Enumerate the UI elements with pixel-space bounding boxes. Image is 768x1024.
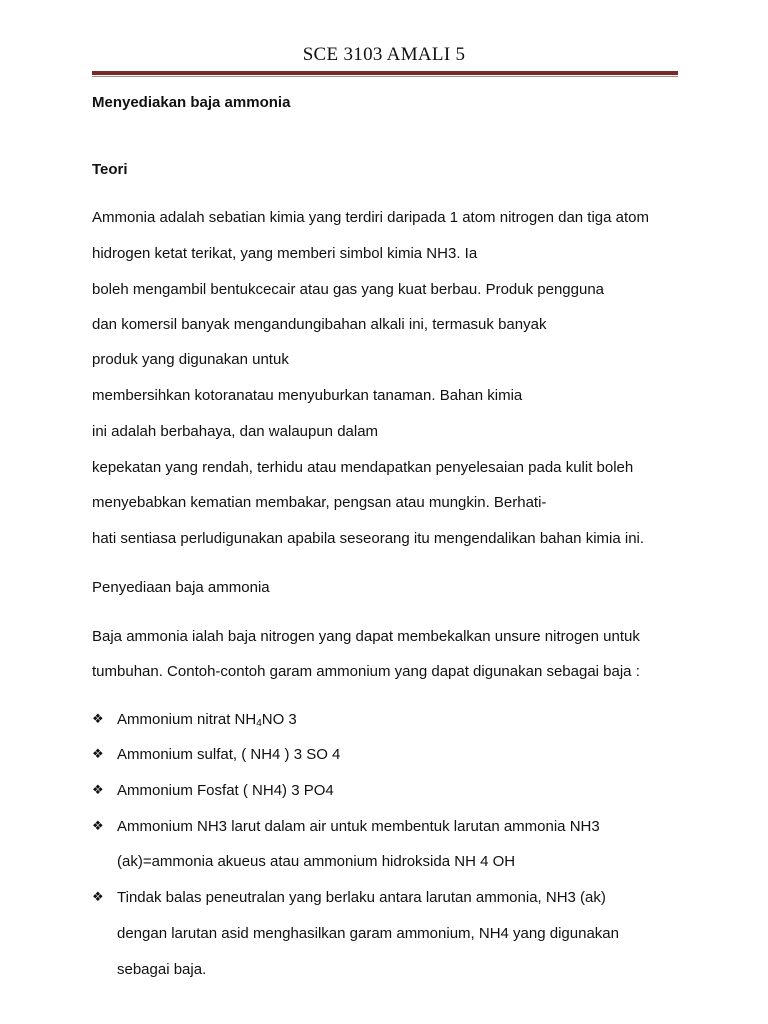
list-item-text: Ammonium nitrat $NH_4NO$ 3 (117, 711, 297, 729)
diamond-bullet-icon: ❖ (92, 783, 104, 798)
list-item-text: Ammonium sulfat, ( NH4 ) 3 SO 4 (117, 746, 341, 763)
paragraph-line: menyebabkan kematian membakar, pengsan atau mungkin. Berhati- (92, 494, 547, 511)
paragraph-line: ini adalah berbahaya, dan walaupun dalam (92, 423, 379, 440)
list-item-text: sebagai baja. (117, 961, 207, 978)
header-title: SCE 3103 AMALI 5 (302, 44, 466, 65)
list-item-text: Ammonium NH3 larut dalam air untuk membentuk larutan ammonia NH3 (117, 818, 600, 835)
header-rule-thin (92, 76, 678, 77)
header-rule (92, 71, 678, 75)
diamond-bullet-icon: ❖ (92, 747, 104, 762)
diamond-bullet-icon: ❖ (92, 712, 104, 727)
list-item-text: Ammonium Fosfat ( NH4) 3 PO4 (117, 782, 334, 799)
paragraph-line: hati sentiasa perludigunakan apabila seseorang itu mengendalikan bahan kimia ini. (92, 530, 645, 547)
list-item-text: (ak)=ammonia akueus atau ammonium hidroksida NH 4 OH (117, 853, 516, 870)
paragraph-line: kepekatan yang rendah, terhidu atau mendapatkan penyelesaian pada kulit boleh (92, 459, 634, 476)
paragraph-line: produk yang digunakan untuk (92, 351, 289, 368)
paragraph-line: membersihkan kotoranatau menyuburkan tanaman. Bahan kimia (92, 387, 523, 404)
document-title: Menyediakan baja ammonia (92, 94, 291, 111)
paragraph-line: dan komersil banyak mengandungibahan alkali ini, termasuk banyak (92, 316, 547, 333)
diamond-bullet-icon: ❖ (92, 819, 104, 834)
subheading: Penyediaan baja ammonia (92, 579, 270, 596)
paragraph-line: boleh mengambil bentukcecair atau gas yang kuat berbau. Produk pengguna (92, 281, 605, 298)
paragraph-line: tumbuhan. Contoh-contoh garam ammonium yang dapat digunakan sebagai baja : (92, 663, 640, 680)
paragraph-line: Baja ammonia ialah baja nitrogen yang dapat membekalkan unsure nitrogen untuk (92, 628, 640, 645)
list-item-text: Tindak balas peneutralan yang berlaku antara larutan ammonia, NH3 (ak) (117, 889, 606, 906)
diamond-bullet-icon: ❖ (92, 890, 104, 905)
paragraph-line: Ammonia adalah sebatian kimia yang terdiri daripada 1 atom nitrogen dan tiga atom (92, 209, 649, 226)
paragraph-line: hidrogen ketat terikat, yang memberi simbol kimia NH3. Ia (92, 245, 478, 262)
section-heading: Teori (92, 161, 128, 178)
list-item-text: dengan larutan asid menghasilkan garam ammonium, NH4 yang digunakan (117, 925, 619, 942)
